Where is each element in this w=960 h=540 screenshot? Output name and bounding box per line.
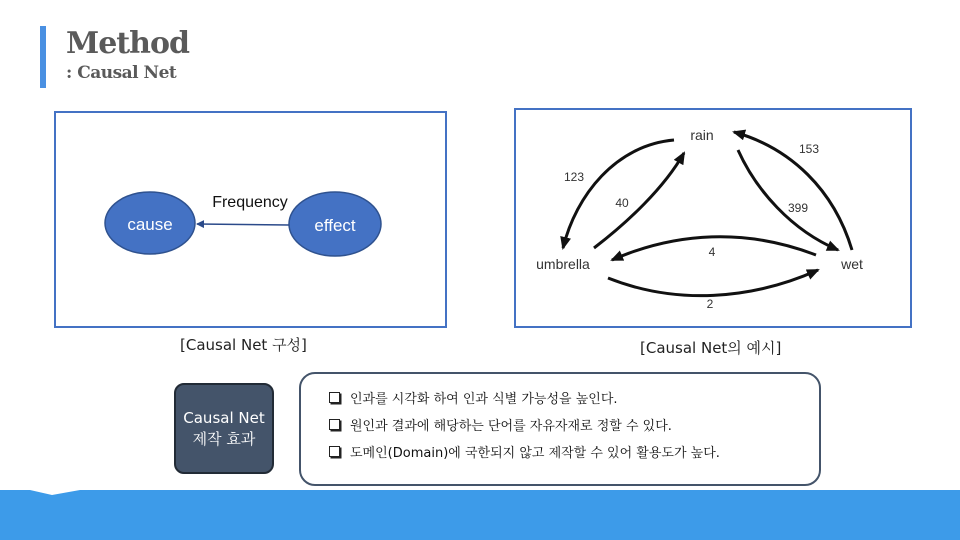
- list-item: [329, 444, 819, 471]
- cause-effect-edge: [197, 224, 289, 225]
- wet-node-label: wet: [841, 256, 863, 272]
- cause-node-label: cause: [127, 215, 173, 234]
- edge-rain-to-wet: [738, 150, 838, 250]
- effect-item-text: 원인과 결과에 해당하는 단어를 자유자재로 정할 수 있다.: [350, 419, 672, 434]
- edge-label-frequency: Frequency: [212, 194, 288, 211]
- edge-wet-to-rain: [734, 132, 852, 250]
- causal-net-effects-label: [174, 383, 274, 474]
- rain-node-label: rain: [690, 127, 714, 143]
- edge-label-123: 123: [563, 170, 585, 184]
- effects-label-line-2: 제작 효과: [192, 429, 256, 448]
- footer-notch-decoration: [30, 486, 90, 496]
- checkbox-bullet-icon: [329, 446, 340, 457]
- edge-umbrella-to-wet: [608, 270, 818, 296]
- edge-label-40: 40: [615, 196, 629, 210]
- effect-item-text: 인과를 시각화 하여 인과 식별 가능성을 높인다.: [350, 392, 618, 407]
- footer-band: [0, 490, 960, 540]
- causal-net-example-diagram: [516, 110, 910, 326]
- effect-item-text: 도메인(Domain)에 국한되지 않고 제작할 수 있어 활용도가 높다.: [350, 446, 720, 461]
- edge-label-2: 2: [706, 297, 714, 311]
- causal-net-structure-caption: [Causal Net 구성]: [180, 336, 307, 354]
- umbrella-node-label: umbrella: [536, 256, 590, 272]
- causal-net-example-panel: [514, 108, 912, 328]
- edge-label-4: 4: [708, 245, 716, 259]
- effects-label-line-1: Causal Net: [183, 408, 265, 427]
- causal-net-structure-panel: [54, 111, 447, 328]
- causal-net-example-caption: [Causal Net의 예시]: [640, 339, 782, 357]
- page-subtitle: : Causal Net: [66, 63, 177, 83]
- checkbox-bullet-icon: [329, 419, 340, 430]
- list-item: [329, 390, 819, 417]
- edge-label-399: 399: [787, 201, 809, 215]
- edge-umbrella-to-rain: [594, 153, 684, 248]
- effects-list: [301, 374, 819, 471]
- list-item: [329, 417, 819, 444]
- edge-rain-to-umbrella: [563, 140, 674, 248]
- edge-label-153: 153: [798, 142, 820, 156]
- causal-net-structure-diagram: [56, 113, 445, 326]
- effect-node-label: effect: [314, 216, 356, 235]
- title-accent-bar: [40, 26, 46, 88]
- page-title: Method: [66, 26, 189, 61]
- causal-net-effects-list-box: [299, 372, 821, 486]
- checkbox-bullet-icon: [329, 392, 340, 403]
